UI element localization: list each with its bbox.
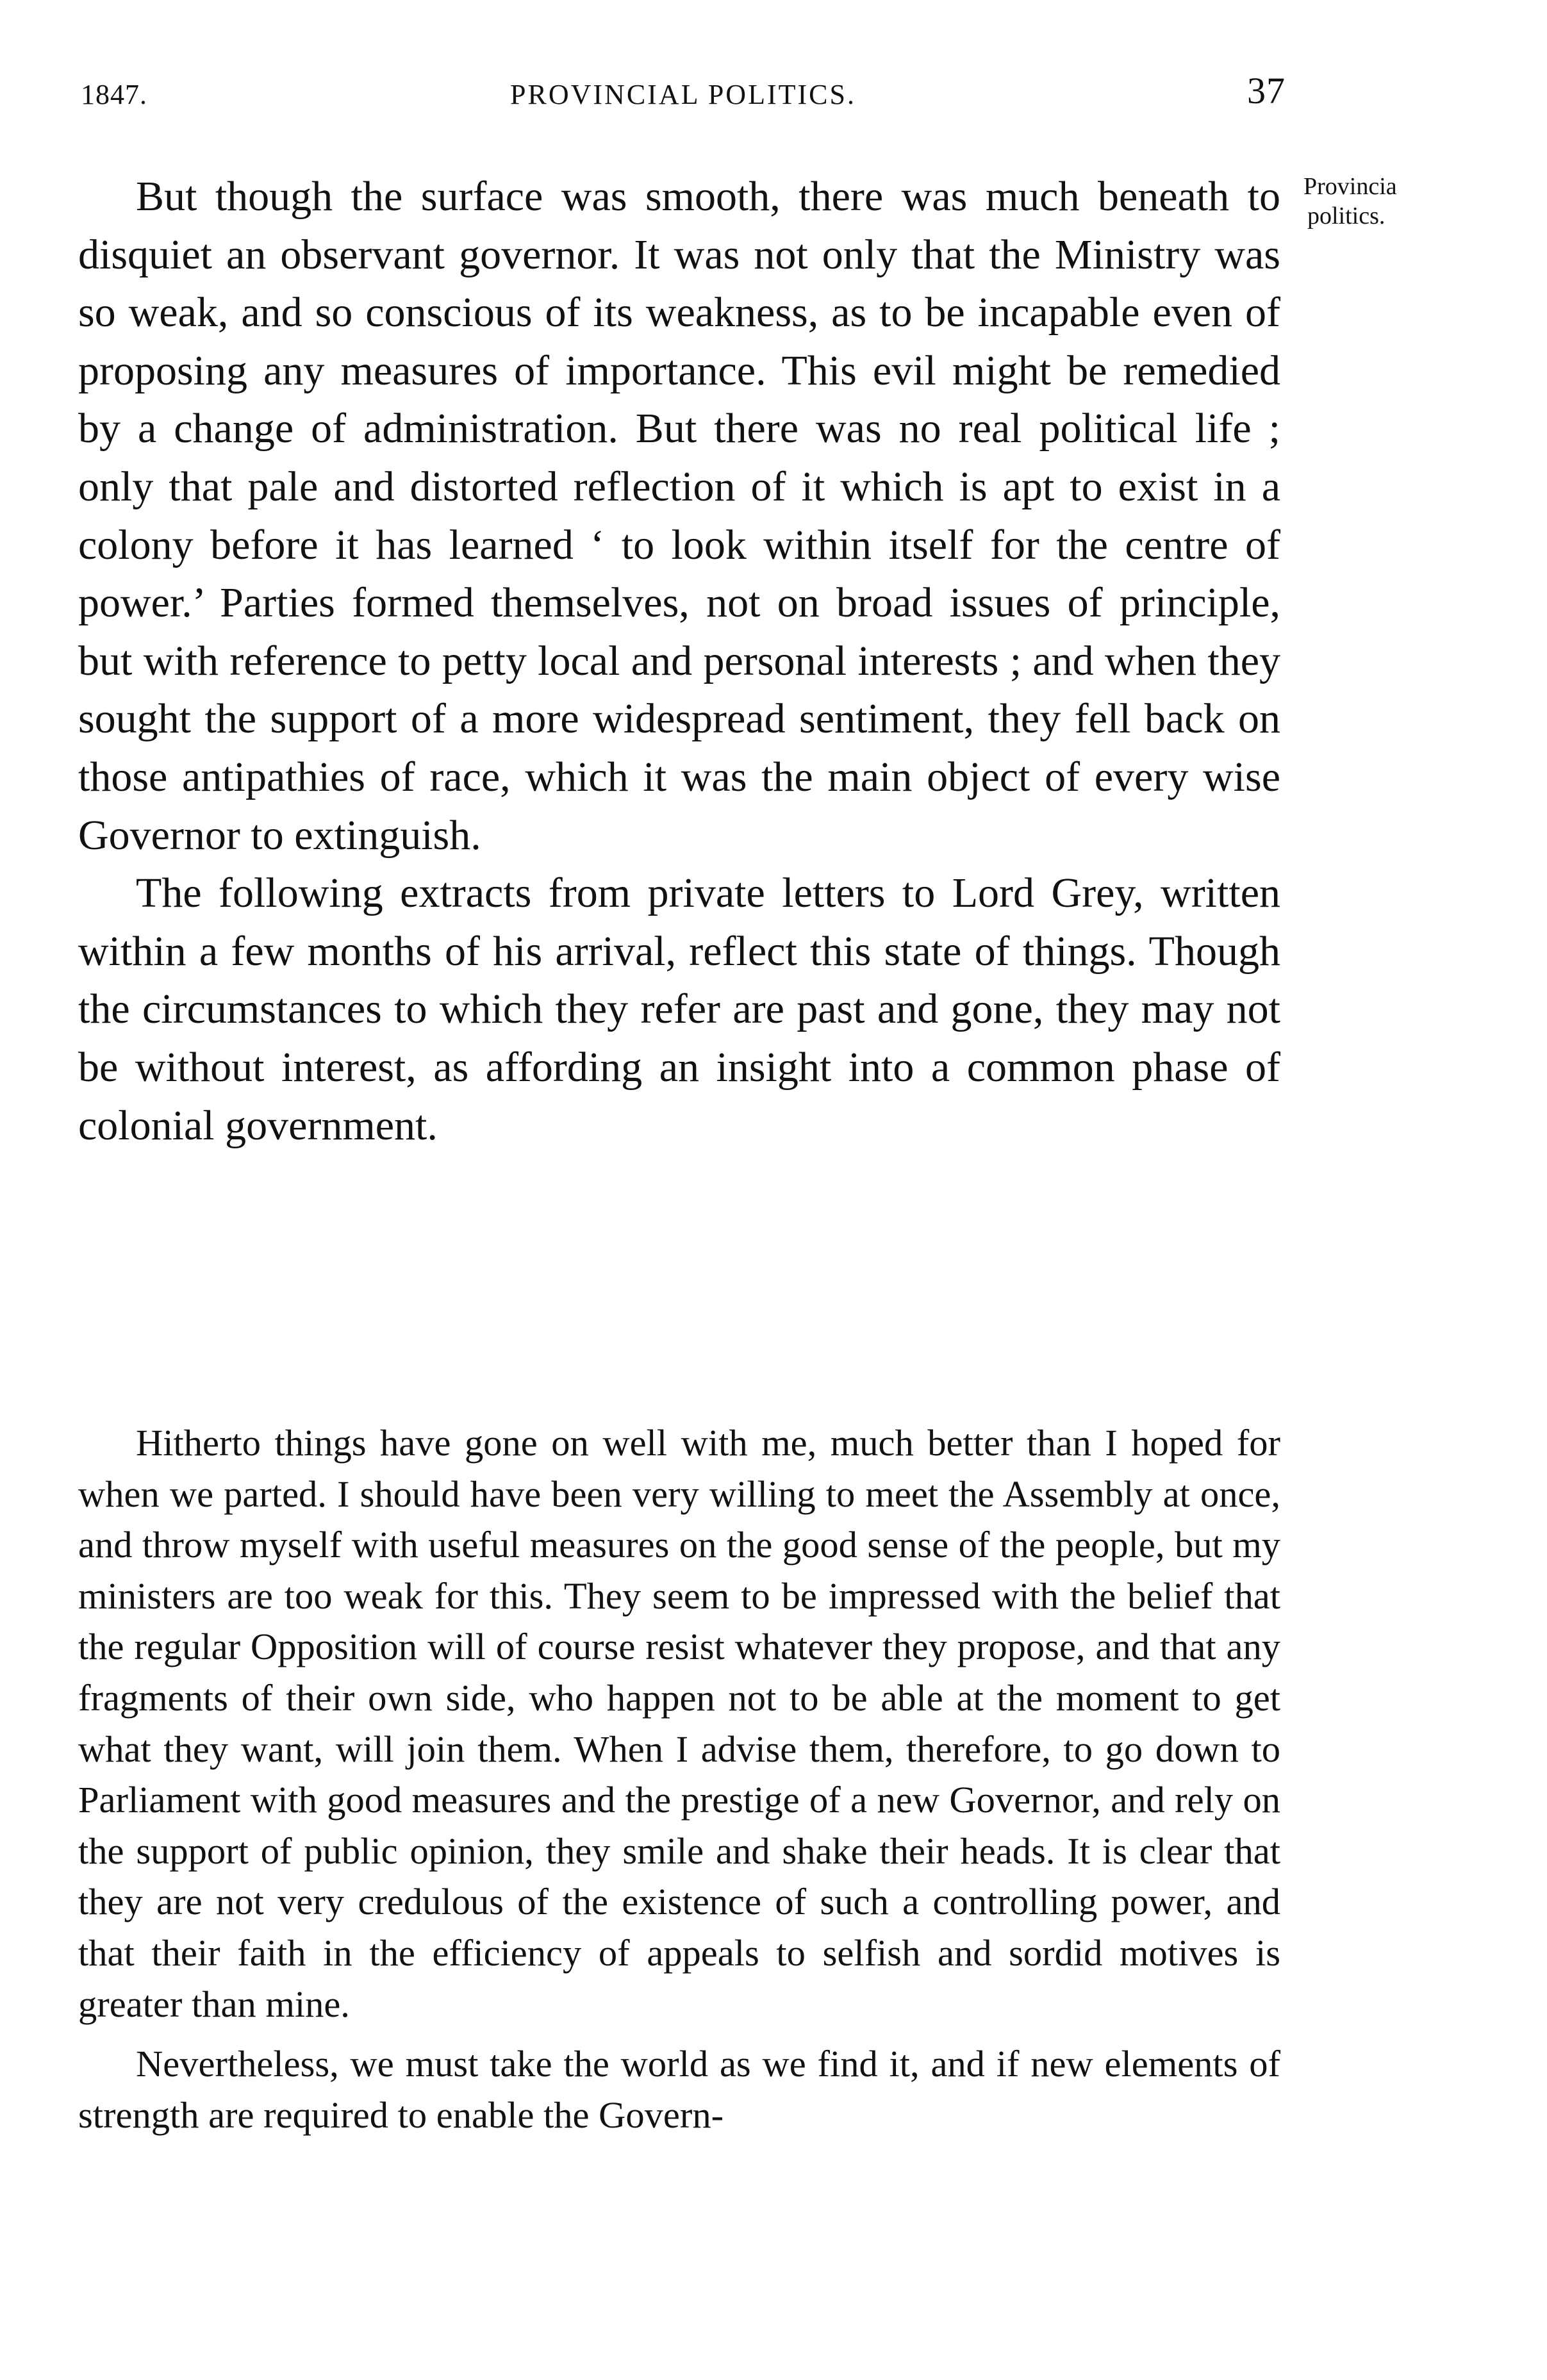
running-head — [81, 69, 1286, 120]
paragraph-1: But though the surface was smooth, there was much beneath to disquiet an observant governor. It was not only that the Ministry was so weak, and so conscious of its weakness, as to be incapable even of proposing any measures of importance. This evil might be remedied by a change of administration. But there was no real political life ; only that pale and distorted reflection of it which is apt to exist in a colony before it has learned ‘ to look within itself for the centre of power.’ Parties formed themselves, not on broad issues of principle, but with reference to petty local and personal interests ; and when they sought the support of a more widespread sentiment, they fell back on those antipathies of race, which it was the main object of every wise Governor to extinguish. — [78, 173, 1280, 859]
margin-note-line-2: politics. — [1307, 202, 1386, 229]
main-text — [78, 168, 1280, 1155]
quoted-letter — [78, 1417, 1280, 2140]
running-head-year: 1847. — [81, 79, 147, 110]
running-head-title: PROVINCIAL POLITICS. — [510, 79, 856, 110]
paragraph-2: The following extracts from private letters to Lord Grey, written within a few months of his arrival, reflect this state of things. Though the circumstances to which they refer are past and gone, they may not be without interest, as affording an insight into a common phase of colonial government. — [78, 870, 1280, 1149]
quote-paragraph-1: Hitherto things have gone on well with me, much better than I hoped for when we parted. I should have been very willing to meet the Assembly at once, and throw myself with useful measures on the good sense of the people, but my ministers are too weak for this. They seem to be impressed with the belief that the regular Opposition will of course resist whatever they propose, and that any fragments of their own side, who happen not to be able at the moment to get what they want, will join them. When I advise them, therefore, to go down to Parliament with good measures and the prestige of a new Governor, and rely on the support of public opinion, they smile and shake their heads. It is clear that they are not very credulous of the existence of such a controlling power, and that their faith in the efficiency of appeals to selfish and sordid motives is greater than mine. — [78, 1422, 1280, 2025]
quote-paragraph-2: Nevertheless, we must take the world as we find it, and if new elements of strength are required to enable the Govern- — [78, 2043, 1280, 2136]
margin-note-line-1: Provincia — [1303, 173, 1397, 200]
page-number: 37 — [1247, 70, 1286, 112]
margin-note — [1303, 172, 1541, 231]
